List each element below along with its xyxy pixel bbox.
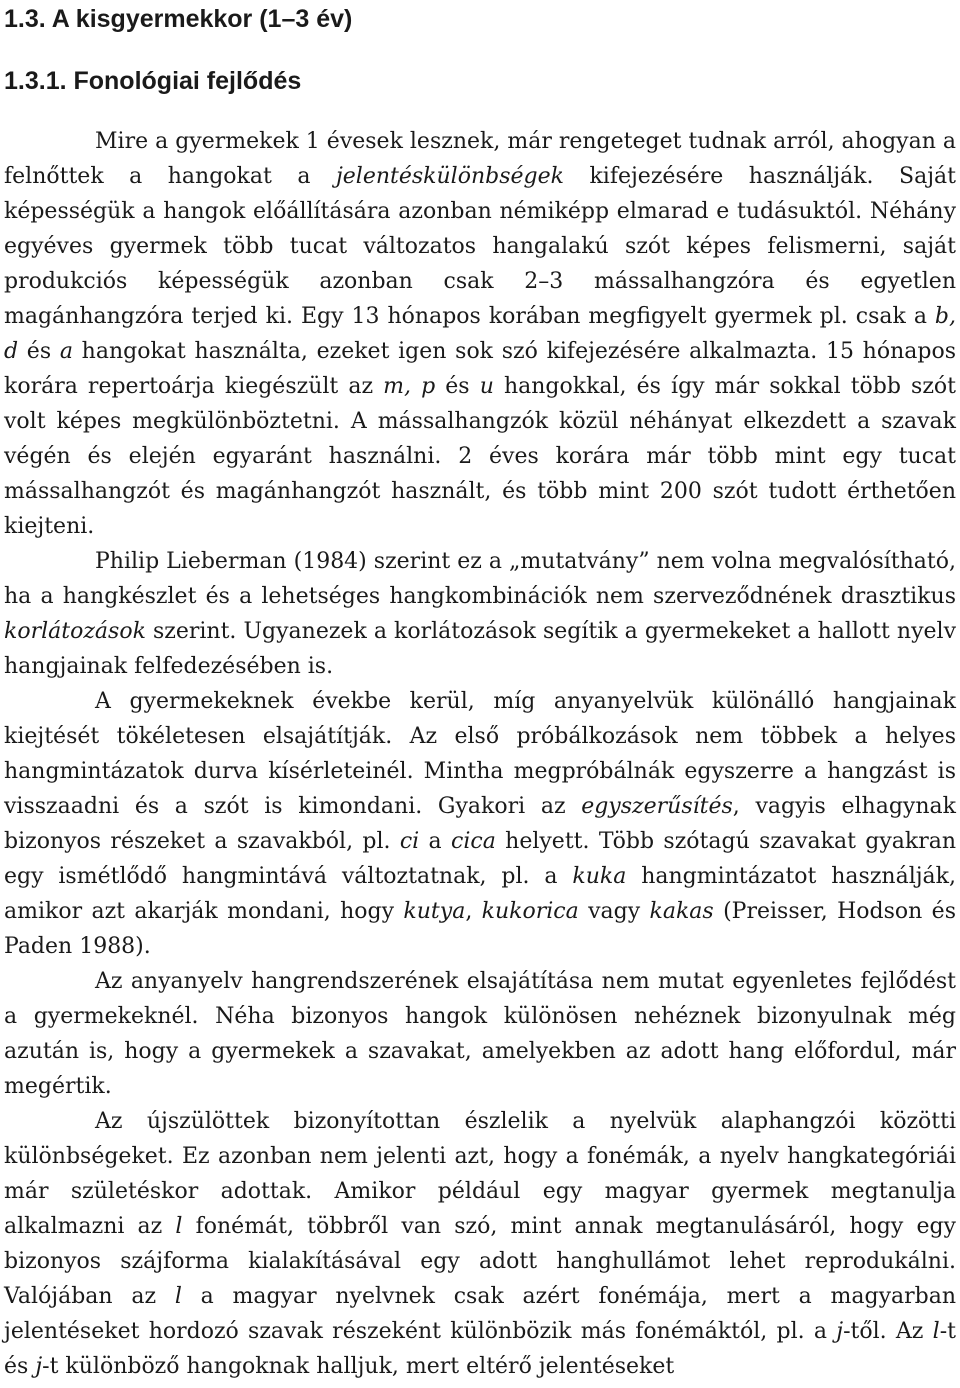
- text-run: kifejezésére használják. Saját képességük a hangok előállítására azonban némiképp elmarad e tudásuktól. Néhány egyéves gyermek több tucat változatos hangalakú szót képes felismerni, saját produkciós képességük azonban csak 2–3 mássalhangzóra és egyetlen magánhangzóra terjed ki. Egy 13 hónapos korában megfigyelt gyermek pl. csak a: [4, 164, 956, 329]
- italic-term: l: [175, 1214, 183, 1239]
- paragraph-2: [4, 544, 956, 684]
- italic-term: kukorica: [481, 899, 579, 924]
- italic-term: korlátozások: [4, 619, 146, 644]
- body-text: [4, 124, 956, 1384]
- text-run: szerint. Ugyanezek a korlátozások segítik a gyermekeket a hallott nyelv hangjainak felfedezésében is.: [4, 619, 956, 679]
- text-run: helyett. Több szótagú szavakat gyakran egy ismétlődő hangmintává változtatnak, pl. a: [4, 829, 957, 889]
- text-run: fonémát, többről van szó, mint annak megtanulásáról, hogy egy bizonyos szájforma kialakításával egy adott hanghullámot lehet reprodukálni. Valójában az: [4, 1214, 956, 1309]
- italic-term: b, d: [4, 304, 956, 364]
- text-run: Mire a gyermekek 1 évesek lesznek, már rengeteget tudnak arról, ahogyan a felnőttek a hangokat a: [4, 129, 956, 189]
- paragraph-1: [4, 124, 956, 544]
- italic-term: a: [59, 339, 73, 364]
- text-run: a magyar nyelvnek csak azért fonémája, mert a magyarban jelentéseket hordozó szavak részeként különbözik más fonémáktól, pl. a: [4, 1284, 957, 1344]
- paragraph-5: [4, 1104, 956, 1384]
- italic-term: kutya: [403, 899, 466, 924]
- text-run: Az anyanyelv hangrendszerének elsajátítása nem mutat egyenletes fejlődést a gyermekeknél. Néha bizonyos hangok különösen nehéznek bizonyulnak még azután is, hogy a gyermekek a szavakat, amelyekben az adott hang előfordul, már megértik.: [4, 969, 956, 1099]
- italic-term: kuka: [572, 864, 627, 889]
- text-run: A gyermekeknek évekbe kerül, míg anyanyelvük különálló hangjainak kiejtését tökéletesen elsajátítják. Az első próbálkozások nem többek a helyes hangmintázatok durva kísérleteinél. Mintha megpróbálnák egyszerre a hangzást is visszaadni és a szót is kimondani. Gyakori az: [4, 689, 956, 819]
- italic-term: kakas: [649, 899, 714, 924]
- text-run: ,: [465, 899, 482, 924]
- text-run: a: [419, 829, 452, 854]
- italic-term: l: [932, 1319, 940, 1344]
- italic-term: j: [35, 1354, 43, 1379]
- paragraph-4: [4, 964, 956, 1104]
- text-run: , vagyis elhagynak bizonyos részeket a szavakból, pl.: [4, 794, 956, 854]
- italic-term: egyszerűsítés: [581, 794, 733, 819]
- italic-term: cica: [451, 829, 496, 854]
- text-run: Philip Lieberman (1984) szerint ez a „mutatvány” nem volna megvalósítható, ha a hangkészlet és a lehetséges hangkombinációk nem szerveződnének drasztikus: [4, 549, 956, 609]
- document-page: [4, 0, 956, 1384]
- italic-term: l: [174, 1284, 182, 1309]
- text-run: vagy: [578, 899, 650, 924]
- text-run: Az újszülöttek bizonyítottan észlelik a nyelvük alaphangzói közötti különbségeket. Ez azonban nem jelenti azt, hogy a fonémák, a nyelv hangkategóriái már születéskor adottak. Amikor például egy magyar gyermek megtanulja alkalmazni az: [4, 1109, 956, 1239]
- text-run: hangmintázatot használják, amikor azt akarják mondani, hogy: [4, 864, 956, 924]
- paragraph-3: [4, 684, 956, 964]
- italic-term: m, p: [383, 374, 436, 399]
- italic-term: ci: [399, 829, 420, 854]
- text-run: és: [18, 339, 60, 364]
- text-run: -t és: [4, 1319, 956, 1379]
- text-run: (Preisser, Hodson és Paden 1988).: [4, 899, 956, 959]
- subsection-heading: 1.3.1. Fonológiai fejlődés: [4, 67, 302, 95]
- section-heading: 1.3. A kisgyermekkor (1–3 év): [4, 5, 353, 33]
- italic-term: jelentéskülönbségek: [335, 164, 564, 189]
- italic-term: j: [836, 1319, 844, 1344]
- text-run: hangokat használta, ezeket igen sok szó kifejezésére alkalmazta. 15 hónapos korára repertoárja kiegészült az: [4, 339, 956, 399]
- text-run: -től. Az: [843, 1319, 933, 1344]
- text-run: -t különböző hangoknak halljuk, mert eltérő jelentéseket: [42, 1354, 675, 1379]
- italic-term: u: [479, 374, 494, 399]
- text-run: hangokkal, és így már sokkal több szót volt képes megkülönböztetni. A mássalhangzók közül néhányat elkezdett a szavak végén és elején egyaránt használni. 2 éves korára már több mint egy tucat mássalhangzót és magánhangzót használt, és több mint 200 szót tudott érthetően kiejteni.: [4, 374, 957, 539]
- text-run: és: [435, 374, 480, 399]
